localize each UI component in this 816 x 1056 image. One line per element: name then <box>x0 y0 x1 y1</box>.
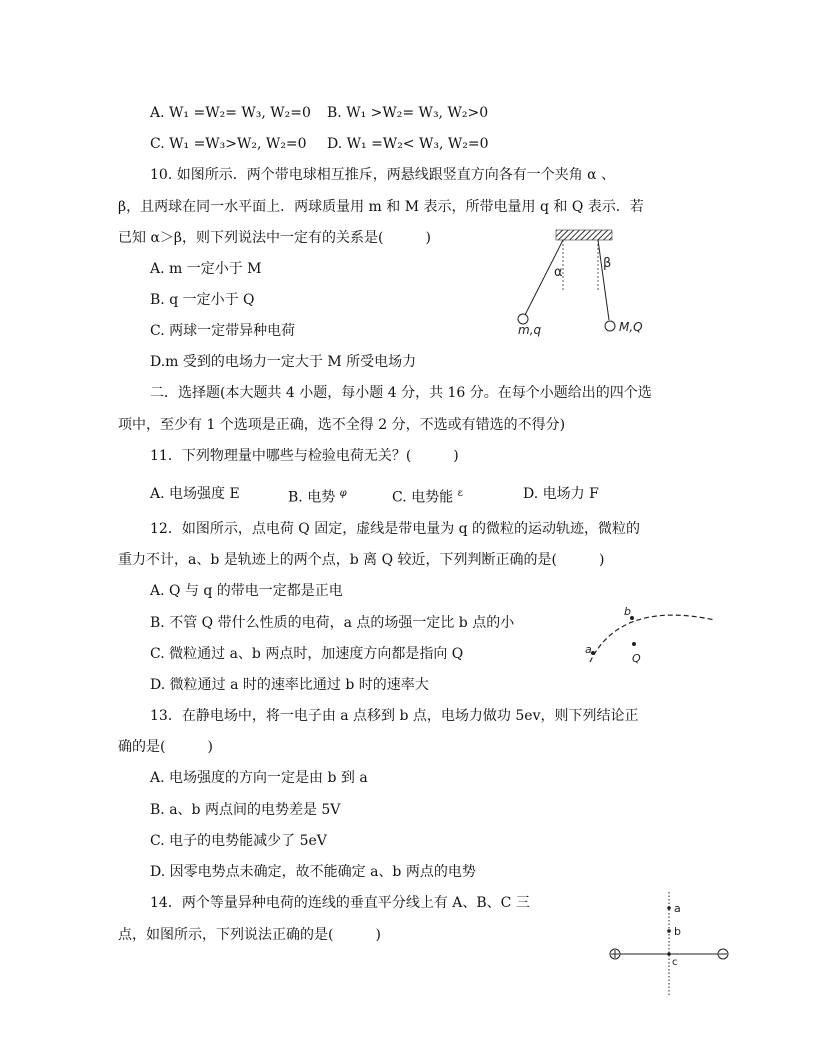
beta-label: β <box>603 256 612 271</box>
q11-stem: 11．下列物理量中哪些与检验电荷无关？( ) <box>150 448 459 464</box>
right-ball-label: M,Q <box>619 320 643 334</box>
q12-option-d: D. 微粒通过 a 时的速率比通过 b 时的速率大 <box>150 677 429 693</box>
q13-option-a: A. 电场强度的方向一定是由 b 到 a <box>150 770 368 786</box>
q10-option-d: D.m 受到的电场力一定大于 M 所受电场力 <box>150 354 417 370</box>
q10-stem-line3: 已知 α＞β，则下列说法中一定有的关系是( ) <box>118 230 431 246</box>
q10-stem-line2: β，且两球在同一水平面上．两球质量用 m 和 M 表示，所带电量用 q 和 Q 表示．若 <box>118 199 644 215</box>
q9-option-b: B. W₁ >W₂= W₃, W₂>0 <box>327 105 489 121</box>
q10-option-c: C. 两球一定带异种电荷 <box>150 323 296 339</box>
point-a-label: a <box>585 643 592 656</box>
q14-stem-line1: 14．两个等量异种电荷的连线的垂直平分线上有 A、B、C 三 <box>150 895 530 911</box>
energy-symbol: ε <box>457 488 463 499</box>
q13-stem-line1: 13．在静电场中，将一电子由 a 点移到 b 点，电场力做功 5ev，则下列结论正 <box>150 708 639 724</box>
q10-stem-line1: 10. 如图所示．两个带电球相互推斥，两悬线跟竖直方向各有一个夹角 α 、 <box>150 167 616 183</box>
q12-stem-line2: 重力不计，a、b 是轨迹上的两个点，b 离 Q 较近，下列判断正确的是( ) <box>118 552 605 568</box>
q12-option-c: C. 微粒通过 a、b 两点时，加速度方向都是指向 Q <box>150 646 464 662</box>
q10-option-b: B. q 一定小于 Q <box>150 292 255 308</box>
q12-trajectory-figure <box>580 600 720 670</box>
q10-pendulum-figure <box>500 224 660 344</box>
q11-option-c-text: C. 电势能 <box>392 489 454 506</box>
right-string <box>598 240 612 320</box>
section2-header-line2: 项中，至少有 1 个选项是正确，选不全得 2 分，不选或有错选的不得分) <box>118 417 566 433</box>
q13-stem-line2: 确的是( ) <box>118 739 213 755</box>
point-q-label: Q <box>632 652 641 665</box>
q11-option-d: D. 电场力 F <box>523 486 599 502</box>
point-c-label: c <box>672 957 678 968</box>
ceiling-support <box>556 230 612 240</box>
right-ball <box>605 321 615 331</box>
trajectory-dashed-curve <box>590 615 715 662</box>
q11-option-b <box>288 484 347 508</box>
point-c-marker <box>667 952 671 956</box>
point-q <box>632 642 636 646</box>
point-a-label: a <box>674 902 681 915</box>
q10-option-a: A. m 一定小于 M <box>150 261 262 277</box>
section2-header-line1: 二．选择题(本大题共 4 小题，每小题 4 分，共 16 分。在每个小题给出的四个选 <box>150 385 652 401</box>
q14-charges-figure <box>600 890 740 1000</box>
q12-option-a: A. Q 与 q 的带电一定都是正电 <box>150 583 343 599</box>
q14-stem-line2: 点，如图所示，下列说法正确的是( ) <box>118 927 381 943</box>
point-b-label: b <box>624 605 631 618</box>
q11-option-b-text: B. 电势 <box>288 489 336 506</box>
point-a-marker <box>667 906 671 910</box>
q12-stem-line1: 12．如图所示，点电荷 Q 固定，虚线是带电量为 q 的微粒的运动轨迹，微粒的 <box>150 521 641 537</box>
q12-option-b: B. 不管 Q 带什么性质的电荷，a 点的场强一定比 b 点的小 <box>150 615 515 631</box>
q9-option-c: C. W₁ =W₃>W₂, W₂=0 <box>150 136 307 152</box>
q11-option-c <box>392 484 463 508</box>
q13-option-d: D. 因零电势点未确定，故不能确定 a、b 两点的电势 <box>150 864 476 880</box>
q13-option-c: C. 电子的电势能减少了 5eV <box>150 833 327 849</box>
point-b-marker <box>667 929 671 933</box>
point-b-label: b <box>674 925 681 938</box>
q11-option-a: A. 电场强度 E <box>150 486 240 502</box>
potential-symbol: φ <box>339 488 347 499</box>
q9-option-a: A. W₁ =W₂= W₃, W₂=0 <box>150 105 311 121</box>
q13-option-b: B. a、b 两点间的电势差是 5V <box>150 802 341 818</box>
q9-option-d: D. W₁ =W₂< W₃, W₂=0 <box>327 136 489 152</box>
left-ball-label: m,q <box>518 323 542 337</box>
alpha-label: α <box>554 265 563 280</box>
